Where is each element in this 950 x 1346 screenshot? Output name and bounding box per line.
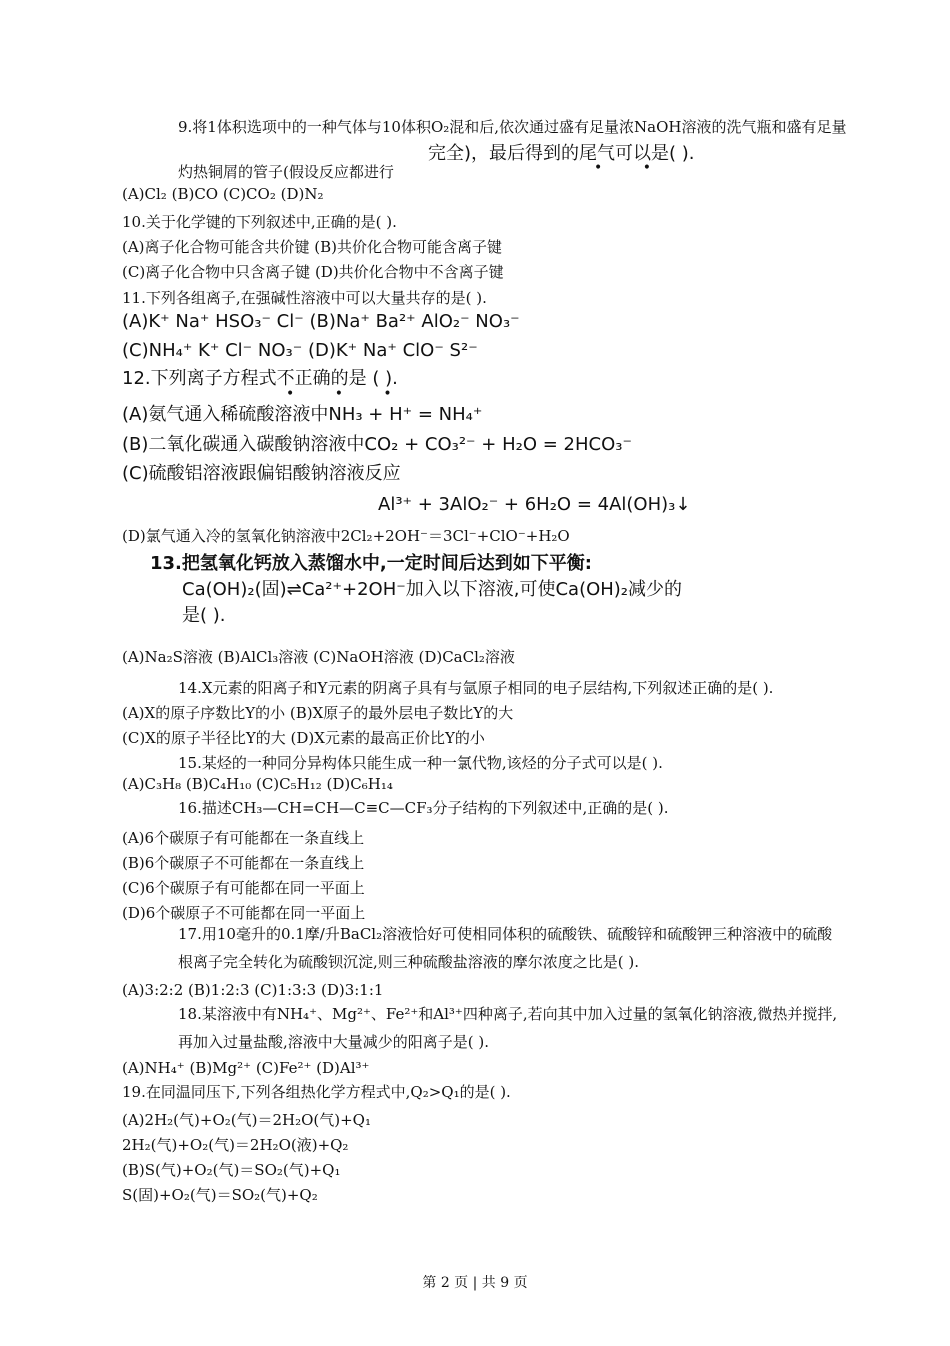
q10-stem: 10.关于化学键的下列叙述中,正确的是( ). — [122, 213, 397, 231]
q13-stem-3: 是( ). — [182, 605, 226, 626]
q11-stem: 11.下列各组离子,在强碱性溶液中可以大量共存的是( ). — [122, 289, 487, 307]
q12-option-c: (C)硫酸铝溶液跟偏铝酸钠溶液反应 — [122, 463, 401, 484]
q9-line-1: 9.将1体积选项中的一种气体与10体积O₂混和后,依次通过盛有足量浓NaOH溶液的洗气瓶和盛有足量 — [178, 118, 847, 136]
q19-option-b-1: (B)S(气)+O₂(气)＝SO₂(气)+Q₁ — [122, 1161, 341, 1179]
q12-option-d: (D)氯气通入冷的氢氧化钠溶液中2Cl₂+2OH⁻＝3Cl⁻+ClO⁻+H₂O — [122, 527, 570, 545]
q16-stem: 16.描述CH₃—CH=CH—C≡C—CF₃分子结构的下列叙述中,正确的是( ). — [178, 799, 669, 817]
q12-option-a: (A)氨气通入稀硫酸溶液中NH₃ + H⁺ = NH₄⁺ — [122, 404, 483, 425]
q19-option-b-2: S(固)+O₂(气)＝SO₂(气)+Q₂ — [122, 1186, 318, 1204]
q18-stem-1: 18.某溶液中有NH₄⁺、Mg²⁺、Fe²⁺和Al³⁺四种离子,若向其中加入过量的氢氧化钠溶液,微热并搅拌, — [178, 1005, 838, 1023]
q13-options: (A)Na₂S溶液 (B)AlCl₃溶液 (C)NaOH溶液 (D)CaCl₂溶液 — [122, 648, 515, 666]
q18-options: (A)NH₄⁺ (B)Mg²⁺ (C)Fe²⁺ (D)Al³⁺ — [122, 1059, 370, 1077]
q16-option-a: (A)6个碳原子有可能都在一条直线上 — [122, 829, 365, 847]
q11-options-cd: (C)NH₄⁺ K⁺ Cl⁻ NO₃⁻ (D)K⁺ Na⁺ ClO⁻ S²⁻ — [122, 340, 478, 361]
q9-line-3: 灼热铜屑的管子(假设反应都进行 — [178, 163, 394, 181]
q9-line-2: 完全)，最后得到的尾气可以是( ). — [428, 143, 695, 164]
page-footer: 第 2 页 | 共 9 页 — [422, 1275, 528, 1291]
emphasis-dots-q9: • • — [594, 160, 669, 176]
q17-stem-2: 根离子完全转化为硫酸钡沉淀,则三种硫酸盐溶液的摩尔浓度之比是( ). — [178, 953, 640, 971]
q19-option-a-1: (A)2H₂(气)+O₂(气)＝2H₂O(气)+Q₁ — [122, 1111, 371, 1129]
q15-stem: 15.某烃的一种同分异构体只能生成一种一氯代物,该烃的分子式可以是( ). — [178, 754, 663, 772]
q12-option-c-equation: Al³⁺ + 3AlO₂⁻ + 6H₂O = 4Al(OH)₃↓ — [378, 494, 691, 515]
q17-stem-1: 17.用10毫升的0.1摩/升BaCl₂溶液恰好可使相同体积的硫酸铁、硫酸锌和硫酸钾三种溶液中的硫酸 — [178, 925, 833, 943]
q10-options-ab: (A)离子化合物可能含共价键 (B)共价化合物可能含离子键 — [122, 238, 503, 256]
q14-options-ab: (A)X的原子序数比Y的小 (B)X原子的最外层电子数比Y的大 — [122, 704, 514, 722]
q16-option-c: (C)6个碳原子有可能都在同一平面上 — [122, 879, 365, 897]
q13-stem-1: 13.把氢氧化钙放入蒸馏水中,一定时间后达到如下平衡: — [150, 553, 592, 574]
q12-stem: 12.下列离子方程式不正确的是 ( ). — [122, 368, 398, 389]
emphasis-dots-q12: • • • — [286, 386, 410, 402]
q18-stem-2: 再加入过量盐酸,溶液中大量减少的阳离子是( ). — [178, 1033, 490, 1051]
q14-stem: 14.X元素的阳离子和Y元素的阴离子具有与氩原子相同的电子层结构,下列叙述正确的是( ). — [178, 679, 774, 697]
q15-options: (A)C₃H₈ (B)C₄H₁₀ (C)C₅H₁₂ (D)C₆H₁₄ — [122, 775, 393, 793]
q9-options: (A)Cl₂ (B)CO (C)CO₂ (D)N₂ — [122, 185, 324, 203]
q13-stem-2: Ca(OH)₂(固)⇌Ca²⁺+2OH⁻加入以下溶液,可使Ca(OH)₂减少的 — [182, 579, 683, 600]
q12-option-b: (B)二氧化碳通入碳酸钠溶液中CO₂ + CO₃²⁻ + H₂O = 2HCO₃⁻ — [122, 434, 632, 455]
q14-options-cd: (C)X的原子半径比Y的大 (D)X元素的最高正价比Y的小 — [122, 729, 485, 747]
q10-options-cd: (C)离子化合物中只含离子键 (D)共价化合物中不含离子键 — [122, 263, 504, 281]
q19-stem: 19.在同温同压下,下列各组热化学方程式中,Q₂>Q₁的是( ). — [122, 1083, 511, 1101]
q17-options: (A)3:2:2 (B)1:2:3 (C)1:3:3 (D)3:1:1 — [122, 981, 384, 999]
q16-option-b: (B)6个碳原子不可能都在一条直线上 — [122, 854, 365, 872]
q11-options-ab: (A)K⁺ Na⁺ HSO₃⁻ Cl⁻ (B)Na⁺ Ba²⁺ AlO₂⁻ NO₃⁻ — [122, 311, 520, 332]
q19-option-a-2: 2H₂(气)+O₂(气)＝2H₂O(液)+Q₂ — [122, 1136, 349, 1154]
q16-option-d: (D)6个碳原子不可能都在同一平面上 — [122, 904, 366, 922]
